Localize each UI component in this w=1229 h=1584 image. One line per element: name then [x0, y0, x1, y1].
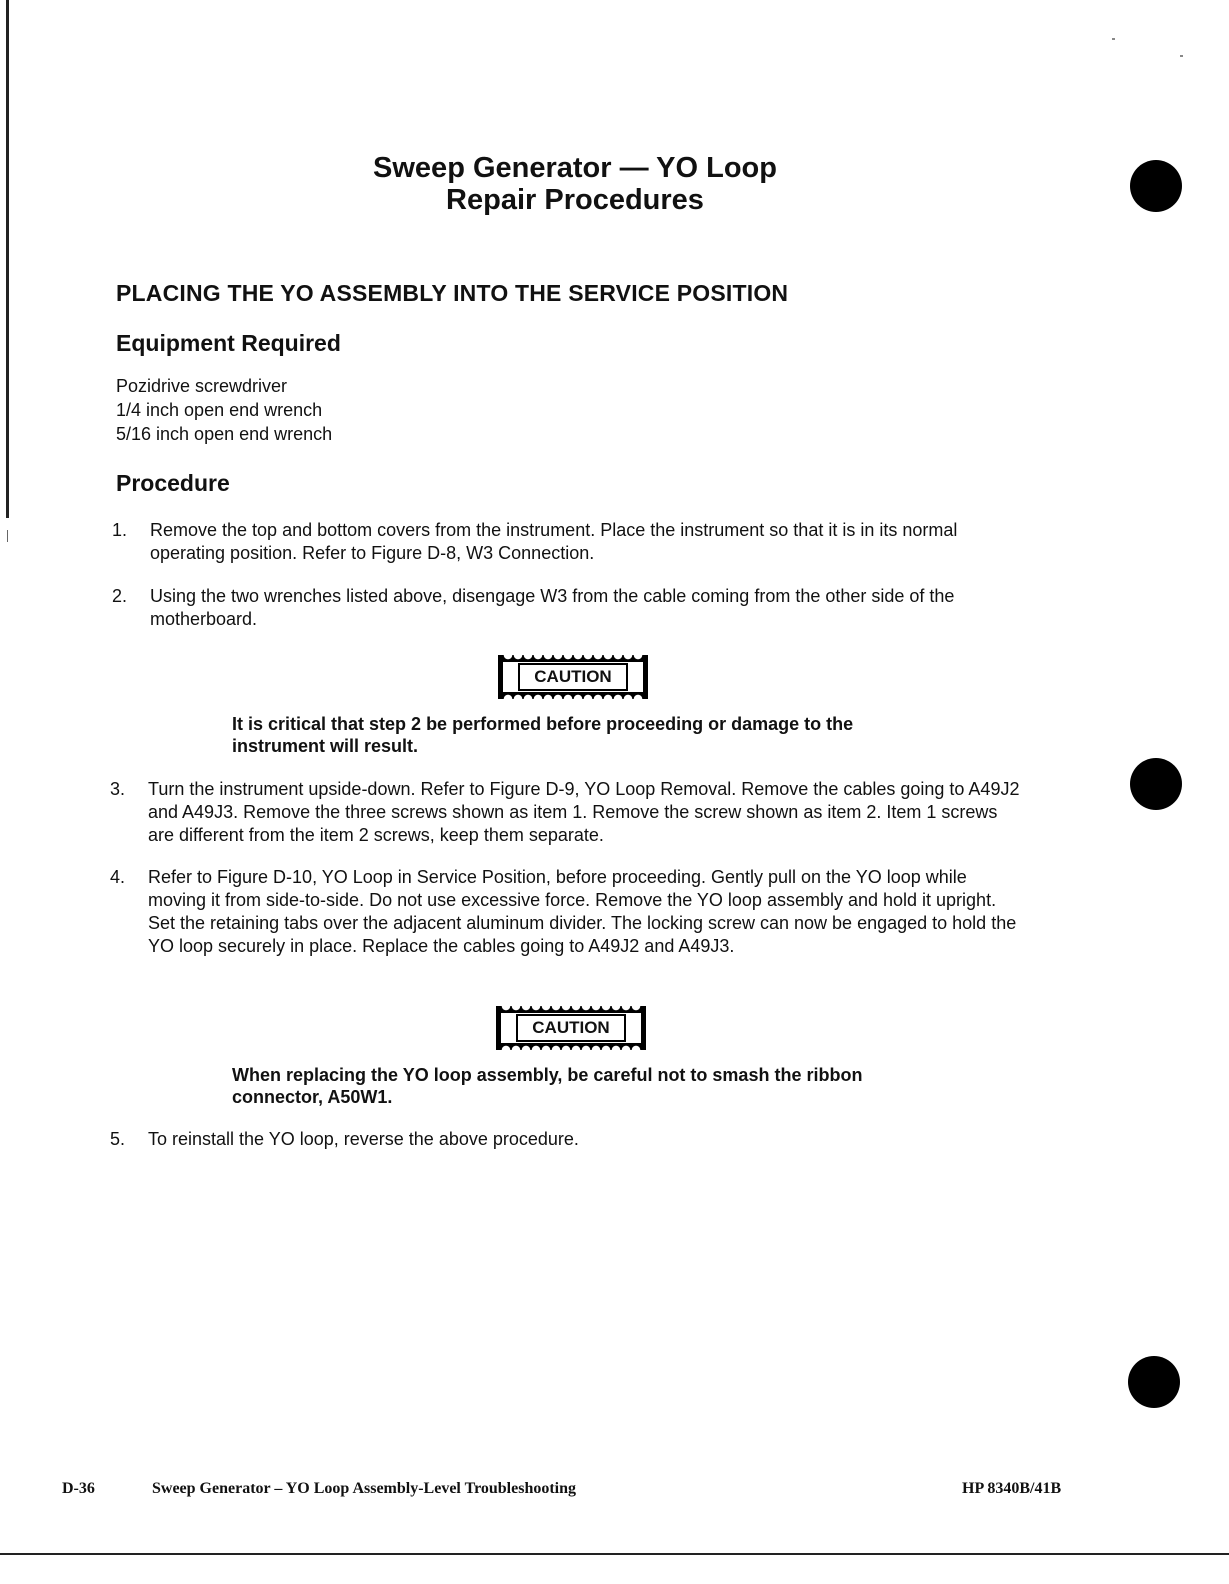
scan-speck [1180, 55, 1183, 57]
caution-label: CAUTION [516, 1014, 625, 1042]
caution-label: CAUTION [518, 663, 627, 691]
step-number: 1. [112, 520, 128, 540]
binder-edge-tick [7, 530, 8, 542]
equipment-list [116, 374, 332, 446]
caution-badge [498, 655, 648, 699]
step-text: Remove the top and bottom covers from the instrument. Place the instrument so that it is in its normal operating position. Refer to Figure D-8, W3 Connection. [150, 520, 958, 563]
step-text: Refer to Figure D-10, YO Loop in Service Position, before proceeding. Gently pull on the YO loop while moving it from side-to-side. Do not use excessive force. Remove the YO loop assembly and hold it upright. Set the retaining tabs over the adjacent aluminum divider. The locking screw can now be engaged to hold the YO loop securely in place. Replace the cables going to A49J2 and A49J3. [148, 867, 1017, 956]
punch-hole-middle [1130, 758, 1182, 810]
footer-section-title: Sweep Generator – YO Loop Assembly-Level Troubleshooting [152, 1480, 577, 1497]
step-number: 5. [110, 1129, 126, 1149]
footer-page-number: D-36 [62, 1480, 95, 1497]
equipment-item: 5/16 inch open end wrench [116, 424, 333, 444]
caution-text: When replacing the YO loop assembly, be careful not to smash the ribbon connector, A50W1. [232, 1065, 863, 1107]
step-number: 4. [110, 867, 126, 887]
footer-model: HP 8340B/41B [962, 1480, 1062, 1497]
bottom-rule [0, 1553, 1229, 1555]
procedure-heading: Procedure [116, 470, 230, 496]
step-number: 2. [112, 586, 128, 606]
caution-badge [496, 1006, 646, 1050]
page-title-line2: Repair Procedures [446, 184, 704, 216]
punch-hole-bottom [1128, 1356, 1180, 1408]
equipment-heading: Equipment Required [116, 330, 341, 356]
section-heading: PLACING THE YO ASSEMBLY INTO THE SERVICE POSITION [116, 280, 789, 306]
equipment-item: Pozidrive screwdriver [116, 376, 288, 396]
caution-text: It is critical that step 2 be performed before proceeding or damage to the instrument will result. [232, 714, 854, 756]
step-text: Turn the instrument upside-down. Refer to Figure D-9, YO Loop Removal. Remove the cables going to A49J2 and A49J3. Remove the three screws shown as item 1. Remove the screw shown as item 2. Item 1 screws are different from the item 2 screws, keep them separate. [148, 779, 1020, 845]
scan-speck [1112, 38, 1115, 40]
step-number: 3. [110, 779, 126, 799]
step-text: Using the two wrenches listed above, disengage W3 from the cable coming from the other side of the motherboard. [150, 586, 955, 629]
step-text: To reinstall the YO loop, reverse the above procedure. [148, 1129, 579, 1149]
equipment-item: 1/4 inch open end wrench [116, 400, 323, 420]
page-title-line1: Sweep Generator — YO Loop [373, 152, 777, 184]
binder-edge-line [6, 0, 9, 518]
